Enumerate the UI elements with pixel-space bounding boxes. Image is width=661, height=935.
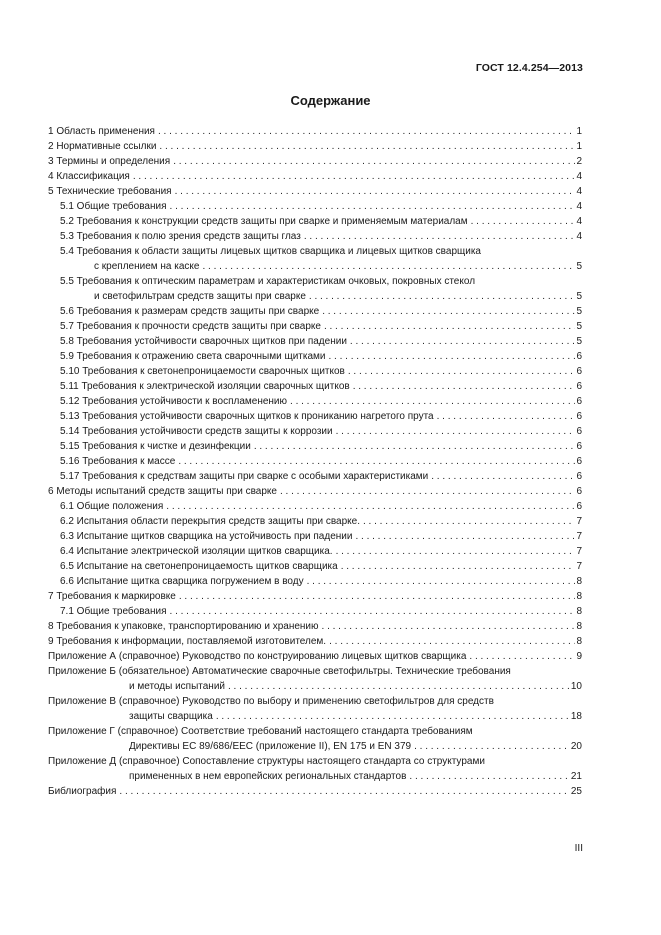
toc-entry[interactable] <box>48 379 582 394</box>
toc-entry-title: Приложение Д (справочное) Сопоставление структуры настоящего стандарта со структурами <box>48 756 485 767</box>
toc-entry-title: 5.16 Требования к массе <box>60 456 176 467</box>
toc-entry-page: 25 <box>570 786 582 797</box>
toc-dot-leader <box>353 379 576 394</box>
toc-entry-title: 5 Технические требования <box>48 186 172 197</box>
toc-entry-page: 9 <box>576 651 582 662</box>
toc-entry-title: 6.1 Общие положения <box>60 501 164 512</box>
toc-entry-title: 6.2 Испытания области перекрытия средств защиты при сварке. <box>60 516 360 527</box>
toc-dot-leader <box>341 559 576 574</box>
toc-entry[interactable] <box>48 634 582 649</box>
toc-entry-title: 5.8 Требования устойчивости сварочных щитков при падении <box>60 336 347 347</box>
toc-entry[interactable] <box>48 244 582 274</box>
toc-entry-title: 6.5 Испытание на светонепроницаемость щитков сварщика <box>60 561 338 572</box>
toc-entry-page: 21 <box>570 771 582 782</box>
toc-entry[interactable] <box>48 784 582 799</box>
toc-dot-leader <box>431 469 575 484</box>
toc-dot-leader <box>471 214 576 229</box>
toc-entry[interactable] <box>48 454 582 469</box>
toc-entry[interactable] <box>48 274 582 304</box>
toc-entry[interactable] <box>48 619 582 634</box>
toc-entry-title: 5.3 Требования к полю зрения средств защиты глаз <box>60 231 301 242</box>
toc-entry-page: 4 <box>576 171 582 182</box>
toc-entry-title: 5.13 Требования устойчивости сварочных щитков к прониканию нагретого прута <box>60 411 434 422</box>
toc-entry[interactable] <box>48 214 582 229</box>
page-title: Содержание <box>290 93 371 108</box>
toc-entry-page: 1 <box>576 141 582 152</box>
toc-dot-leader <box>329 349 576 364</box>
toc-entry[interactable] <box>48 394 582 409</box>
toc-entry-page: 8 <box>576 576 582 587</box>
toc-entry-title: 6 Методы испытаний средств защиты при сварке <box>48 486 277 497</box>
toc-entry-page: 6 <box>576 501 582 512</box>
toc-entry-title: 5.10 Требования к светонепроницаемости сварочных щитков <box>60 366 345 377</box>
toc-entry[interactable] <box>48 229 582 244</box>
toc-dot-leader <box>173 154 575 169</box>
toc-entry-page: 18 <box>570 711 582 722</box>
toc-dot-leader <box>322 619 576 634</box>
document-code-header: ГОСТ 12.4.254—2013 <box>475 62 583 74</box>
toc-dot-leader <box>437 409 576 424</box>
toc-entry-page: 6 <box>576 396 582 407</box>
toc-entry-page: 5 <box>576 321 582 332</box>
toc-entry-title: 4 Классификация <box>48 171 130 182</box>
toc-entry-page: 6 <box>576 381 582 392</box>
toc-entry-page: 7 <box>576 516 582 527</box>
toc-dot-leader <box>336 544 576 559</box>
toc-entry-page: 4 <box>576 186 582 197</box>
toc-entry-title: Приложение А (справочное) Руководство по конструированию лицевых щитков сварщика <box>48 651 467 662</box>
toc-dot-leader <box>290 394 575 409</box>
toc-dot-leader <box>336 424 576 439</box>
page-number: III <box>574 843 583 854</box>
toc-entry-page: 8 <box>576 636 582 647</box>
toc-entry-title: 6.3 Испытание щитков сварщика на устойчивость при падении <box>60 531 353 542</box>
toc-entry-title: 5.7 Требования к прочности средств защиты при сварке <box>60 321 321 332</box>
toc-dot-leader <box>307 574 576 589</box>
toc-entry-title: Приложение Б (обязательное) Автоматические сварочные светофильтры. Технические требования <box>48 666 511 677</box>
toc-entry[interactable] <box>48 484 582 499</box>
toc-dot-leader <box>304 229 576 244</box>
toc-entry-title: 5.1 Общие требования <box>60 201 167 212</box>
toc-entry[interactable] <box>48 334 582 349</box>
toc-entry-title: и методы испытаний <box>129 681 225 692</box>
toc-dot-leader <box>202 259 575 274</box>
toc-dot-leader <box>216 709 570 724</box>
toc-entry-page: 20 <box>570 741 582 752</box>
toc-entry-title: 5.12 Требования устойчивости к воспламенению <box>60 396 288 407</box>
toc-entry-page: 5 <box>576 261 582 272</box>
toc-entry[interactable] <box>48 589 582 604</box>
toc-entry-page: 5 <box>576 336 582 347</box>
toc-dot-leader <box>469 649 575 664</box>
toc-entry[interactable] <box>48 754 582 784</box>
toc-entry[interactable] <box>48 349 582 364</box>
toc-entry[interactable] <box>48 469 582 484</box>
toc-dot-leader <box>350 334 576 349</box>
toc-entry-page: 6 <box>576 426 582 437</box>
toc-entry-title: 5.6 Требования к размерам средств защиты при сварке <box>60 306 320 317</box>
toc-entry[interactable] <box>48 409 582 424</box>
toc-dot-leader <box>170 604 576 619</box>
toc-dot-leader <box>166 499 575 514</box>
toc-entry-page: 6 <box>576 471 582 482</box>
toc-dot-leader <box>179 589 576 604</box>
toc-entry[interactable] <box>48 184 582 199</box>
toc-entry-title: и светофильтрам средств защиты при сварке <box>94 291 306 302</box>
toc-entry[interactable] <box>48 319 582 334</box>
toc-entry[interactable] <box>48 364 582 379</box>
toc-dot-leader <box>175 184 576 199</box>
toc-entry-page: 8 <box>576 621 582 632</box>
toc-entry-page: 4 <box>576 216 582 227</box>
toc-entry-page: 4 <box>576 231 582 242</box>
toc-entry-page: 6 <box>576 441 582 452</box>
toc-dot-leader <box>309 289 576 304</box>
toc-dot-leader <box>158 124 575 139</box>
toc-entry[interactable] <box>48 724 582 754</box>
toc-entry[interactable] <box>48 154 582 169</box>
toc-entry-title: 7.1 Общие требования <box>60 606 167 617</box>
toc-dot-leader <box>329 634 575 649</box>
toc-entry[interactable] <box>48 574 582 589</box>
toc-entry-title: 5.4 Требования к области защиты лицевых щитков сварщика и лицевых щитков сварщика <box>60 246 481 257</box>
toc-entry-page: 7 <box>576 561 582 572</box>
toc-entry[interactable] <box>48 499 582 514</box>
toc-entry-page: 4 <box>576 201 582 212</box>
table-of-contents <box>48 124 582 799</box>
toc-entry[interactable] <box>48 124 582 139</box>
toc-entry[interactable] <box>48 424 582 439</box>
toc-entry-page: 6 <box>576 351 582 362</box>
toc-entry-page: 6 <box>576 366 582 377</box>
toc-dot-leader <box>348 364 576 379</box>
toc-entry-page: 7 <box>576 546 582 557</box>
toc-entry-title: 9 Требования к информации, поставляемой изготовителем. <box>48 636 327 647</box>
toc-entry[interactable] <box>48 694 582 724</box>
toc-entry[interactable] <box>48 439 582 454</box>
toc-entry[interactable] <box>48 529 582 544</box>
toc-entry-title: Приложение В (справочное) Руководство по выбору и применению светофильтров для средств <box>48 696 494 707</box>
toc-entry-title: примененных в нем европейских региональных стандартов <box>129 771 407 782</box>
toc-entry[interactable] <box>48 304 582 319</box>
toc-dot-leader <box>409 769 569 784</box>
toc-entry-page: 6 <box>576 486 582 497</box>
toc-entry-title: 7 Требования к маркировке <box>48 591 176 602</box>
toc-entry-page: 1 <box>576 126 582 137</box>
toc-entry-page: 8 <box>576 591 582 602</box>
toc-entry[interactable] <box>48 139 582 154</box>
toc-entry-page: 6 <box>576 456 582 467</box>
toc-entry-title: Библиография <box>48 786 117 797</box>
toc-entry-page: 8 <box>576 606 582 617</box>
toc-entry-title: 5.14 Требования устойчивости средств защиты к коррозии <box>60 426 333 437</box>
toc-dot-leader <box>355 529 575 544</box>
toc-entry-title: 5.9 Требования к отражению света сварочными щитками <box>60 351 326 362</box>
toc-dot-leader <box>170 199 576 214</box>
toc-dot-leader <box>159 139 575 154</box>
toc-entry-title: 1 Область применения <box>48 126 155 137</box>
toc-entry-page: 5 <box>576 306 582 317</box>
toc-entry-title: 5.2 Требования к конструкции средств защиты при сварке и применяемым материалам <box>60 216 468 227</box>
toc-dot-leader <box>119 784 569 799</box>
toc-entry[interactable] <box>48 544 582 559</box>
toc-entry-title: 6.4 Испытание электрической изоляции щитков сварщика. <box>60 546 333 557</box>
toc-entry-title: 5.5 Требования к оптическим параметрам и характеристикам очковых, покровных стекол <box>60 276 476 287</box>
toc-entry-title: 5.17 Требования к средствам защиты при сварке с особыми характеристиками <box>60 471 429 482</box>
toc-entry-page: 2 <box>576 156 582 167</box>
toc-entry-title: 2 Нормативные ссылки <box>48 141 157 152</box>
toc-entry-title: 6.6 Испытание щитка сварщика погружением в воду <box>60 576 304 587</box>
toc-entry[interactable] <box>48 649 582 664</box>
toc-entry[interactable] <box>48 199 582 214</box>
toc-entry[interactable] <box>48 604 582 619</box>
toc-dot-leader <box>414 739 570 754</box>
toc-dot-leader <box>228 679 570 694</box>
toc-entry-page: 5 <box>576 291 582 302</box>
toc-entry[interactable] <box>48 514 582 529</box>
toc-dot-leader <box>322 304 575 319</box>
toc-entry-title: Приложение Г (справочное) Соответствие требований настоящего стандарта требованиям <box>48 726 473 737</box>
toc-entry-title: с креплением на каске <box>94 261 200 272</box>
toc-dot-leader <box>254 439 576 454</box>
toc-entry-title: 8 Требования к упаковке, транспортированию и хранению <box>48 621 319 632</box>
toc-entry-title: 5.11 Требования к электрической изоляции сварочных щитков <box>60 381 350 392</box>
toc-dot-leader <box>324 319 576 334</box>
toc-entry[interactable] <box>48 559 582 574</box>
toc-dot-leader <box>178 454 575 469</box>
toc-dot-leader <box>133 169 576 184</box>
toc-entry-title: защиты сварщика <box>129 711 213 722</box>
toc-entry-title: Директивы ЕС 89/686/ЕЕС (приложение II), EN 175 и EN 379 <box>129 741 412 752</box>
toc-entry-page: 10 <box>570 681 582 692</box>
toc-entry-title: 5.15 Требования к чистке и дезинфекции <box>60 441 251 452</box>
toc-dot-leader <box>363 514 575 529</box>
toc-entry-page: 7 <box>576 531 582 542</box>
toc-entry-title: 3 Термины и определения <box>48 156 171 167</box>
toc-dot-leader <box>280 484 575 499</box>
toc-entry[interactable] <box>48 664 582 694</box>
toc-entry[interactable] <box>48 169 582 184</box>
toc-entry-page: 6 <box>576 411 582 422</box>
